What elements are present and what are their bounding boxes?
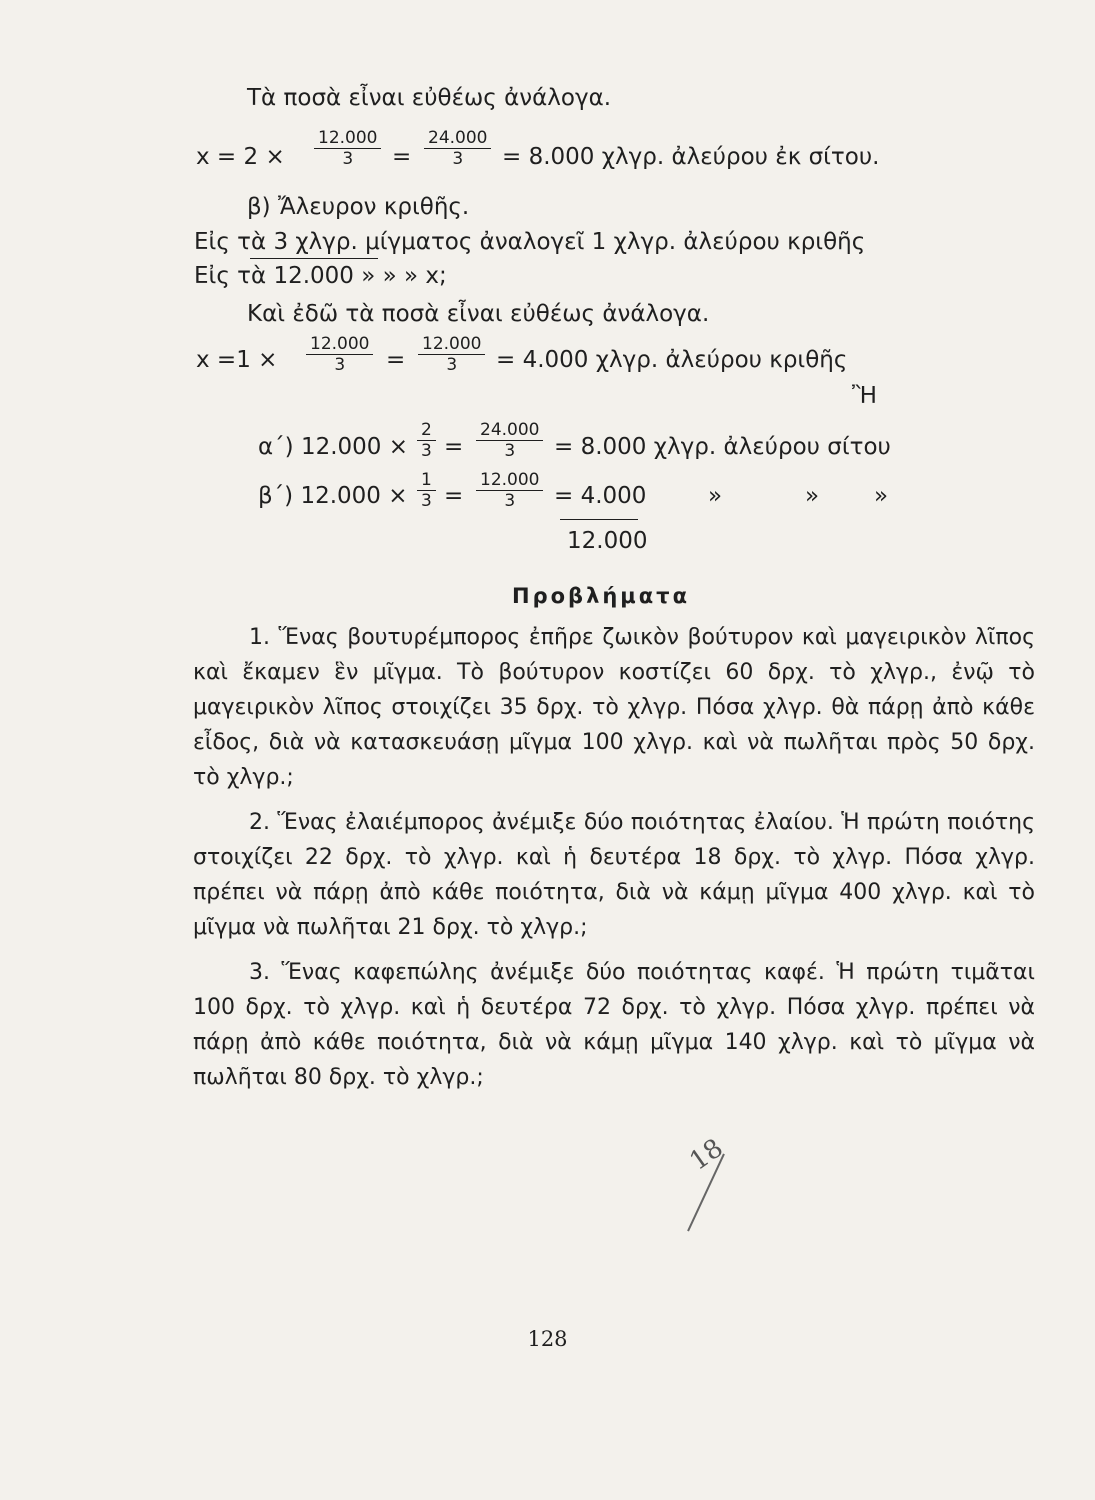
beta-label: β΄) 12.000 × <box>258 483 408 509</box>
alpha-fraction-2 <box>476 420 543 461</box>
proportion-line-1: Εἰς τὰ 3 χλγρ. μίγματος ἀναλογεῖ 1 χλγρ. ἀλεύρου κριθῆς <box>194 229 866 255</box>
alpha-f1-denominator: 3 <box>421 441 432 461</box>
eq2-equals: = <box>386 347 406 373</box>
sum-rule <box>560 519 638 520</box>
alpha-f2-numerator: 24.000 <box>476 420 543 441</box>
alpha-fraction-1 <box>417 420 436 461</box>
problem-3: 3. Ἕνας καφεπώλης ἀνέμιξε δύο ποιότητας καφέ. Ἡ πρώτη τιμᾶται 100 δρχ. τὸ χλγρ. καὶ ἡ δευτέρα 72 δρχ. τὸ χλγρ. Πόσα χλγρ. πρέπει νὰ πάρῃ ἀπὸ κάθε ποιότητα, διὰ νὰ κάμῃ μῖγμα 140 χλγρ. καὶ τὸ μῖγμα νὰ πωλῆται 80 δρχ. τὸ χλγρ.; <box>193 960 1035 1090</box>
eq2-f1-numerator: 12.000 <box>306 334 373 355</box>
problem-2: 2. Ἕνας ἐλαιέμπορος ἀνέμιξε δύο ποιότητας ἐλαίου. Ἡ πρώτη ποιότης στοιχίζει 22 δρχ. τὸ χλγρ. καὶ ἡ δευτέρα 18 δρχ. τὸ χλγρ. Πόσα χλγρ. πρέπει νὰ πάρῃ ἀπὸ κάθε ποιότητα, διὰ νὰ κάμῃ μῖγμα 400 χλγρ. καὶ τὸ μῖγμα νὰ πωλῆται 21 δρχ. τὸ χλγρ.; <box>193 810 1035 940</box>
or-label: Ἢ <box>852 383 877 409</box>
alpha-f1-numerator: 2 <box>417 420 436 441</box>
handwritten-mark: 18 <box>684 1133 729 1177</box>
eq1-f2-denominator: 3 <box>452 149 464 169</box>
eq2-f2-numerator: 12.000 <box>418 334 485 355</box>
alpha-label: α΄) 12.000 × <box>258 434 409 460</box>
eq1-fraction-1 <box>314 128 381 169</box>
beta-fraction-1 <box>417 470 436 511</box>
sum-total: 12.000 <box>567 528 648 554</box>
beta-f2-denominator: 3 <box>504 491 516 511</box>
beta-f1-numerator: 1 <box>417 470 436 491</box>
proportion-line-2: Εἰς τὰ 12.000 » » » x; <box>194 263 447 289</box>
eq2-rhs: = 4.000 χλγρ. ἀλεύρου κριθῆς <box>496 347 848 373</box>
alpha-f2-denominator: 3 <box>504 441 516 461</box>
eq2-f1-denominator: 3 <box>334 355 346 375</box>
eq1-rhs: = 8.000 χλγρ. ἀλεύρου ἐκ σίτου. <box>502 144 880 170</box>
problems-list <box>193 620 1035 1105</box>
eq2-fraction-1 <box>306 334 373 375</box>
eq2-lhs: x =1 × <box>196 347 278 373</box>
eq1-f1-numerator: 12.000 <box>314 128 381 149</box>
problem-1: 1. Ἕνας βουτυρέμπορος ἐπῆρε ζωικὸν βούτυρον καὶ μαγειρικὸν λῖπος καὶ ἔκαμεν ἓν μῖγμα. Τὸ βούτυρον κοστίζει 60 δρχ. τὸ χλγρ., ἐνῷ τὸ μαγειρικὸν λῖπος στοιχίζει 35 δρχ. τὸ χλγρ. Πόσα χλγρ. θὰ πάρῃ ἀπὸ κάθε εἶδος, διὰ νὰ κατασκευάσῃ μῖγμα 100 χλγρ. καὶ νὰ πωλῆται πρὸς 50 δρχ. τὸ χλγρ.; <box>193 625 1035 790</box>
eq2-fraction-2 <box>418 334 485 375</box>
eq1-equals: = <box>392 144 412 170</box>
beta-f2-numerator: 12.000 <box>476 470 543 491</box>
proportion-rule <box>250 258 378 259</box>
beta-ditto-1: » <box>708 483 723 509</box>
beta-equals: = <box>444 483 464 509</box>
eq1-f1-denominator: 3 <box>342 149 354 169</box>
eq1-lhs: x = 2 × <box>196 144 285 170</box>
eq2-f2-denominator: 3 <box>446 355 458 375</box>
beta-ditto-2: » <box>805 483 820 509</box>
page-number: 128 <box>527 1327 568 1351</box>
section-beta-title: β) Ἄλευρον κριθῆς. <box>247 194 470 220</box>
eq1-fraction-2 <box>424 128 491 169</box>
alpha-rhs: = 8.000 χλγρ. ἀλεύρου σίτου <box>554 434 891 460</box>
section-heading: Προβλήματα <box>512 584 691 608</box>
eq1-f2-numerator: 24.000 <box>424 128 491 149</box>
intro-line: Τὰ ποσὰ εἶναι εὐθέως ἀνάλογα. <box>247 85 612 111</box>
beta-rhs: = 4.000 <box>554 483 647 509</box>
alpha-equals: = <box>444 434 464 460</box>
beta-f1-denominator: 3 <box>421 491 432 511</box>
beta-ditto-3: » <box>874 483 889 509</box>
second-line: Καὶ ἐδῶ τὰ ποσὰ εἶναι εὐθέως ἀνάλογα. <box>247 301 710 327</box>
beta-fraction-2 <box>476 470 543 511</box>
